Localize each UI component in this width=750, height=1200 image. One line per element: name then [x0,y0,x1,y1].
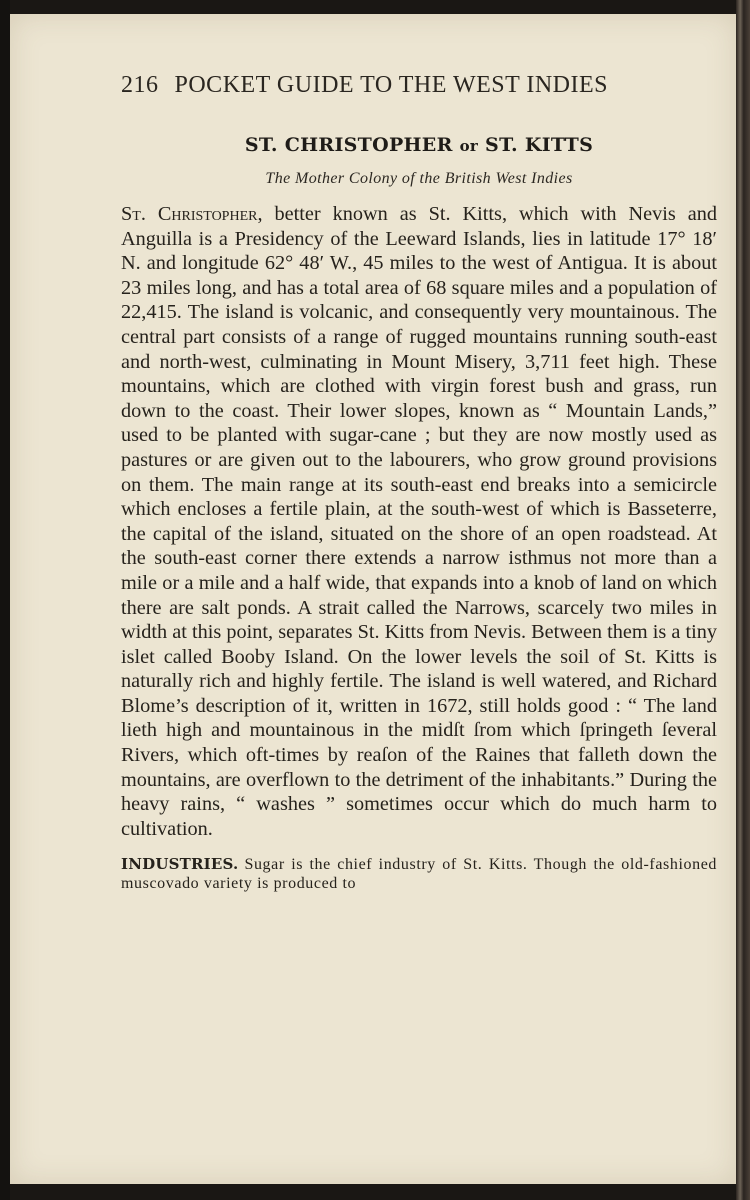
section-title [121,134,717,156]
section-title-alt: ST. KITTS [485,134,594,156]
page-edge-stack [736,0,750,1200]
industries-label: INDUSTRIES. [121,855,239,874]
page-number: 216 [121,72,159,98]
book-binding-shadow [0,0,10,1200]
body-paragraph [121,202,717,841]
running-head [121,72,717,104]
industries-paragraph [121,855,717,893]
page-content [121,72,717,909]
paragraph-text: , better known as St. Kitts, which with Nevis and Anguilla is a Presidency of the Leeward Islands, lies in latitude 17° 18′ N. and longitude 62° 48′ W., 45 miles to the west of Antigua. It is about 23 miles long, and has a total area of 68 square miles and a population of 22,415. The island is volcanic, and consequently very mountainous. The central part consists of a range of rugged mountains running south-east and north-west, culminating in Mount Misery, 3,711 feet high. These mountains, which are clothed with virgin forest bush and grass, run down to the coast. Their lower slopes, known as “ Mountain Lands,” used to be planted with sugar-cane ; but they are now mostly used as pastures or are given out to the labourers, who grow ground provisions on them. The main range at its south-east end breaks into a semicircle which encloses a fertile plain, at the south-west of which is Basseterre, the capital of the island, situated on the shore of an open roadstead. At the south-east corner there extends a narrow isthmus not more than a mile or a mile and a half wide, that expands into a knob of land on which there are salt ponds. A strait called the Narrows, scarcely two miles in width at this point, separates St. Kitts from Nevis. Between them is a tiny islet called Booby Island. On the lower levels the soil of St. Kitts is naturally rich and highly fertile. The island is well watered, and Richard Blome’s description of it, written in 1672, still holds good : “ The land lieth high and mountainous in the midſt ſrom which ſpringeth ſeveral Rivers, which oft-times by reaſon of the Raines that falleth down the mountains, are overflown to the detriment of the inhabitants.” During the heavy rains, “ washes ” sometimes occur which do much harm to cultivation. [121,203,717,840]
running-head-title: POCKET GUIDE TO THE WEST INDIES [174,72,609,98]
paragraph-lead: St. Christopher [121,203,258,225]
section-subtitle: The Mother Colony of the British West Indies [265,170,573,187]
section-title-or: or [459,137,479,155]
section-title-main: ST. CHRISTOPHER [244,134,453,156]
industries-text: Sugar is the chief industry of St. Kitts. Though the old-fashioned muscovado variety is produced to [121,856,717,893]
